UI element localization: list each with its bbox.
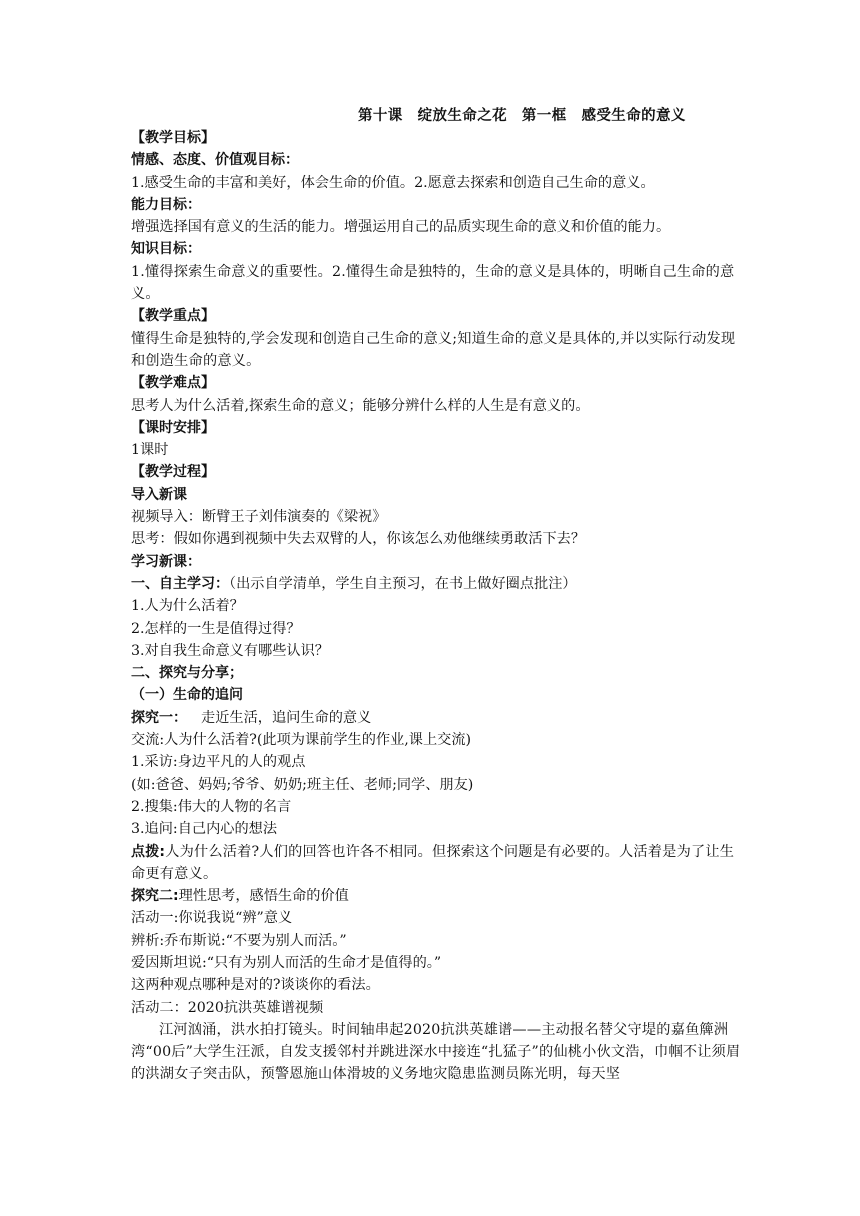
explore2-label: 探究二: [131,888,179,905]
self-study-heading: 一、自主学习： [131,575,229,592]
objectives-heading: 【教学目标】 [131,130,215,146]
intro-video: 视频导入：断臂王子刘伟演奏的《梁祝》 [131,509,387,526]
new-lesson-heading: 学习新课： [131,553,201,570]
explore1-text: 走近生活，追问生命的意义 [201,709,372,726]
self-study-line [131,573,741,595]
knowledge-heading: 知识目标： [131,241,201,258]
exchange-text: 交流:人为什么活着?(此项为课前学生的作业,课上交流) [131,732,472,749]
knowledge-text: 1.懂得探索生命意义的重要性。2.懂得生命是独特的，生命的意义是具体的，明晰自己生命的意义。 [131,263,735,303]
which-question: 这两种观点哪种是对的?谈谈你的看法。 [131,977,380,994]
difficulty-heading: 【教学难点】 [131,375,215,392]
explore2-line [131,885,741,907]
emotion-heading: 情感、态度、价值观目标： [131,152,299,169]
difficulty-text: 思考人为什么活着,探索生命的意义；能够分辨什么样的人生是有意义的。 [131,397,590,414]
document-body [131,127,741,1086]
list-item-1: 1.采访:身边平凡的人的观点 [131,754,306,771]
sub1-heading: （一）生命的追问 [131,687,243,704]
key-heading: 【教学重点】 [131,308,215,325]
pointer-paragraph [131,841,741,886]
question-2: 2.怎样的一生是值得过得？ [131,620,301,637]
analysis-text: 辨析:乔布斯说:“不要为别人而活。” [131,932,347,949]
einstein-quote: 爱因斯坦说:“只有为别人而活的生命才是值得的。” [131,954,442,971]
emotion-text: 1.感受生命的丰富和美好，体会生命的价值。2.愿意去探索和创造自己生命的意义。 [131,174,655,191]
schedule-text: 1课时 [131,442,169,459]
list-item-1-detail: (如:爸爸、妈妈;爷爷、奶奶;班主任、老师;同学、朋友) [131,776,474,793]
key-text: 懂得生命是独特的,学会发现和创造自己生命的意义;知道生命的意义是具体的,并以实际行动发现和创造生命的意义。 [131,330,736,369]
story-paragraph: 江河汹涌，洪水拍打镜头。时间轴串起2020抗洪英雄谱——主动报名替父守堤的嘉鱼簰洲湾“00后”大学生汪派，自发支援邻村并跳进深水中接连“扎猛子”的仙桃小伙文浩，巾帼不让须眉的洪湖女子突击队，预警恩施山体滑坡的义务地灾隐患监测员陈光明，每天坚 [131,1021,741,1083]
explore1-label: 探究一： [131,709,187,726]
explore1-line [131,707,741,729]
lesson-title: 第十课 绽放生命之花 第一框 感受生命的意义 [358,108,686,124]
intro-think: 思考：假如你遇到视频中失去双臂的人，你该怎么劝他继续勇敢活下去？ [131,531,586,548]
explore2-text: 理性思考，感悟生命的价值 [178,888,349,905]
process-heading: 【教学过程】 [131,464,215,481]
list-item-2: 2.搜集:伟大的人物的名言 [131,798,292,815]
question-3: 3.对自我生命意义有哪些认识？ [131,642,329,659]
pointer-text: 人为什么活着?人们的回答也许各不相同。但探索这个问题是有必要的。人活着是为了让生命更有意义。 [131,843,735,882]
activity-1: 活动一:你说我说“辨”意义 [131,910,293,927]
activity-2: 活动二：2020抗洪英雄谱视频 [131,999,324,1016]
question-1: 1.人为什么活着？ [131,598,244,615]
intro-heading: 导入新课 [131,486,187,503]
list-item-3: 3.追问:自己内心的想法 [131,821,278,838]
schedule-heading: 【课时安排】 [131,419,215,436]
ability-heading: 能力目标： [131,196,201,213]
pointer-label: 点拨: [131,843,166,860]
ability-text: 增强选择国有意义的生活的能力。增强运用自己的品质实现生命的意义和价值的能力。 [131,219,671,236]
explore-heading: 二、探究与分享； [131,665,243,682]
self-study-note: （出示自学清单，学生自主预习，在书上做好圈点批注） [229,575,577,592]
